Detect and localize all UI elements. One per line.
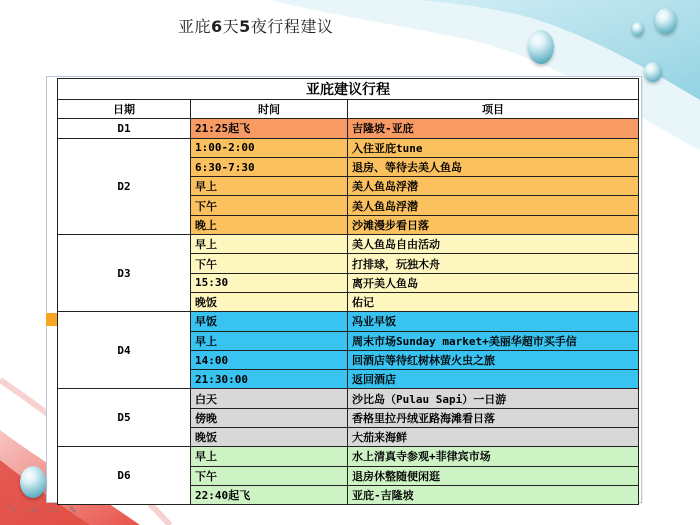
slide-title: 亚庇6天5夜行程建议 (178, 17, 334, 36)
item-cell: 大茄来海鲜 (348, 428, 639, 447)
time-cell: 1:00-2:00 (191, 138, 348, 157)
item-cell: 美人鱼岛自由活动 (348, 235, 639, 254)
time-cell: 早上 (191, 235, 348, 254)
day-cell: D5 (58, 389, 191, 447)
water-drop-decoration (655, 8, 677, 34)
day-cell: D2 (58, 138, 191, 234)
item-cell: 水上清真寺参观+菲律宾市场 (348, 447, 639, 466)
cursor-icon[interactable]: ⬉ (68, 502, 78, 516)
day-cell: D6 (58, 447, 191, 505)
slideshow-toolbar (6, 500, 116, 518)
table-row (58, 389, 639, 408)
item-cell: 返回酒店 (348, 370, 639, 389)
item-cell: 打排球，玩独木舟 (348, 254, 639, 273)
row-marker (46, 313, 57, 326)
table-caption: 亚庇建议行程 (58, 79, 639, 100)
item-cell: 离开美人鱼岛 (348, 273, 639, 292)
time-cell: 21:30:00 (191, 370, 348, 389)
time-cell: 早上 (191, 331, 348, 350)
item-cell: 亚庇-吉隆坡 (348, 485, 639, 504)
time-cell: 21:25起飞 (191, 119, 348, 138)
table-row (58, 235, 639, 254)
time-cell: 下午 (191, 196, 348, 215)
day-cell: D3 (58, 235, 191, 312)
item-cell: 退房、等待去美人鱼岛 (348, 157, 639, 176)
item-cell: 退房休整随便闲逛 (348, 466, 639, 485)
pen-icon[interactable]: ✎ (8, 502, 18, 516)
table-header-row (58, 100, 639, 119)
time-cell: 晚饭 (191, 428, 348, 447)
item-cell: 香格里拉丹绒亚路海滩看日落 (348, 408, 639, 427)
table-row (58, 447, 639, 466)
time-cell: 早上 (191, 177, 348, 196)
time-cell: 6:30-7:30 (191, 157, 348, 176)
slides-icon[interactable]: ▭ (47, 502, 59, 516)
water-drop-decoration (644, 62, 662, 82)
item-cell: 回酒店等待红树林萤火虫之旅 (348, 350, 639, 369)
item-cell: 入住亚庇tune (348, 138, 639, 157)
time-cell: 晚饭 (191, 292, 348, 311)
item-cell: 美人鱼岛浮潜 (348, 196, 639, 215)
time-cell: 下午 (191, 466, 348, 485)
time-cell: 晚上 (191, 215, 348, 234)
arrow-icon[interactable]: ➜ (28, 502, 38, 516)
item-cell: 沙比岛（Pulau Sapi）一日游 (348, 389, 639, 408)
item-cell: 美人鱼岛浮潜 (348, 177, 639, 196)
water-drop-decoration (632, 22, 644, 36)
day-cell: D1 (58, 119, 191, 138)
table-caption-row (58, 79, 639, 100)
itinerary-table (57, 78, 639, 505)
table-row (58, 138, 639, 157)
water-drop-decoration (20, 466, 46, 498)
item-cell: 吉隆坡-亚庇 (348, 119, 639, 138)
header-day: 日期 (58, 100, 191, 119)
time-cell: 白天 (191, 389, 348, 408)
time-cell: 14:00 (191, 350, 348, 369)
time-cell: 早上 (191, 447, 348, 466)
table-row (58, 312, 639, 331)
item-cell: 冯业早饭 (348, 312, 639, 331)
table-row (58, 119, 639, 138)
time-cell: 傍晚 (191, 408, 348, 427)
header-time: 时间 (191, 100, 348, 119)
item-cell: 周末市场Sunday market+美丽华超市买手信 (348, 331, 639, 350)
item-cell: 沙滩漫步看日落 (348, 215, 639, 234)
time-cell: 下午 (191, 254, 348, 273)
time-cell: 早饭 (191, 312, 348, 331)
time-cell: 15:30 (191, 273, 348, 292)
header-item: 项目 (348, 100, 639, 119)
day-cell: D4 (58, 312, 191, 389)
item-cell: 佑记 (348, 292, 639, 311)
time-cell: 22:40起飞 (191, 485, 348, 504)
water-drop-decoration (528, 30, 554, 64)
